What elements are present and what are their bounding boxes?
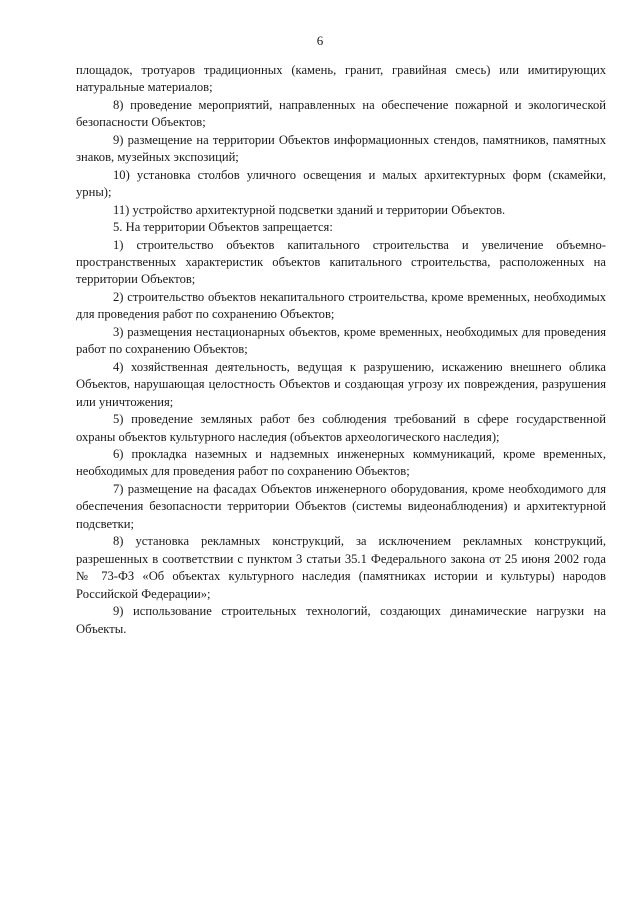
paragraph-continuation: площадок, тротуаров традиционных (камень, гранит, гравийная смесь) или имитирующих натуральные материалов; (76, 63, 606, 95)
section-5-heading: 5. На территории Объектов запрещается: (113, 220, 333, 235)
prohibited-item-9: 9) использование строительных технологий, создающих динамические нагрузки на Объекты. (76, 604, 606, 636)
list-item-10-street-lighting: 10) установка столбов уличного освещения и малых архитектурных форм (скамейки, урны); (76, 167, 606, 200)
page-number: 6 (316, 33, 324, 48)
list-item-9-info-stands: 9) размещение на территории Объектов информационных стендов, памятников, памятных знаков, музейных экспозиций; (76, 132, 606, 165)
prohibited-item-1: 1) строительство объектов капитального строительства и увеличение объемно-пространственных характеристик объектов капитального строительства, расположенных на территории Объектов; (76, 237, 606, 287)
prohibited-item-8: 8) установка рекламных конструкций, за исключением рекламных конструкций, разрешенных в соответствии с пунктом 3 статьи 35.1 Федерального закона от 25 июня 2002 года № 73-ФЗ «Об объектах культурного наследия (памятниках истории и культуры) народов Российской Федерации»; (76, 534, 606, 601)
prohibited-item-2: 2) строительство объектов некапитального строительства, кроме временных, необходимых для проведения работ по сохранению Объектов; (76, 289, 606, 322)
prohibited-item-4: 4) хозяйственная деятельность, ведущая к разрушению, искажению внешнего облика Объектов, нарушающая целостность Объектов и создающая угрозу их повреждения, разрушения или уничтожения; (76, 359, 606, 409)
document-body (76, 62, 606, 638)
prohibited-item-6: 6) прокладка наземных и надземных инженерных коммуникаций, кроме временных, необходимых для проведения работ по сохранению Объектов; (76, 446, 606, 479)
prohibited-item-5: 5) проведение земляных работ без соблюдения требований в сфере государственной охраны объектов культурного наследия (объектов археологического наследия); (76, 412, 606, 444)
prohibited-item-7: 7) размещение на фасадах Объектов инженерного оборудования, кроме необходимого для обеспечения безопасности территории Объектов (системы видеонаблюдения) и архитектурной подсветки; (76, 481, 606, 531)
list-item-8-fire-safety: 8) проведение мероприятий, направленных на обеспечение пожарной и экологической безопасности Объектов; (76, 97, 606, 130)
prohibited-item-3: 3) размещения нестационарных объектов, кроме временных, необходимых для проведения работ по сохранению Объектов; (76, 324, 606, 357)
list-item-11-architectural-lighting: 11) устройство архитектурной подсветки зданий и территории Объектов. (113, 202, 506, 217)
